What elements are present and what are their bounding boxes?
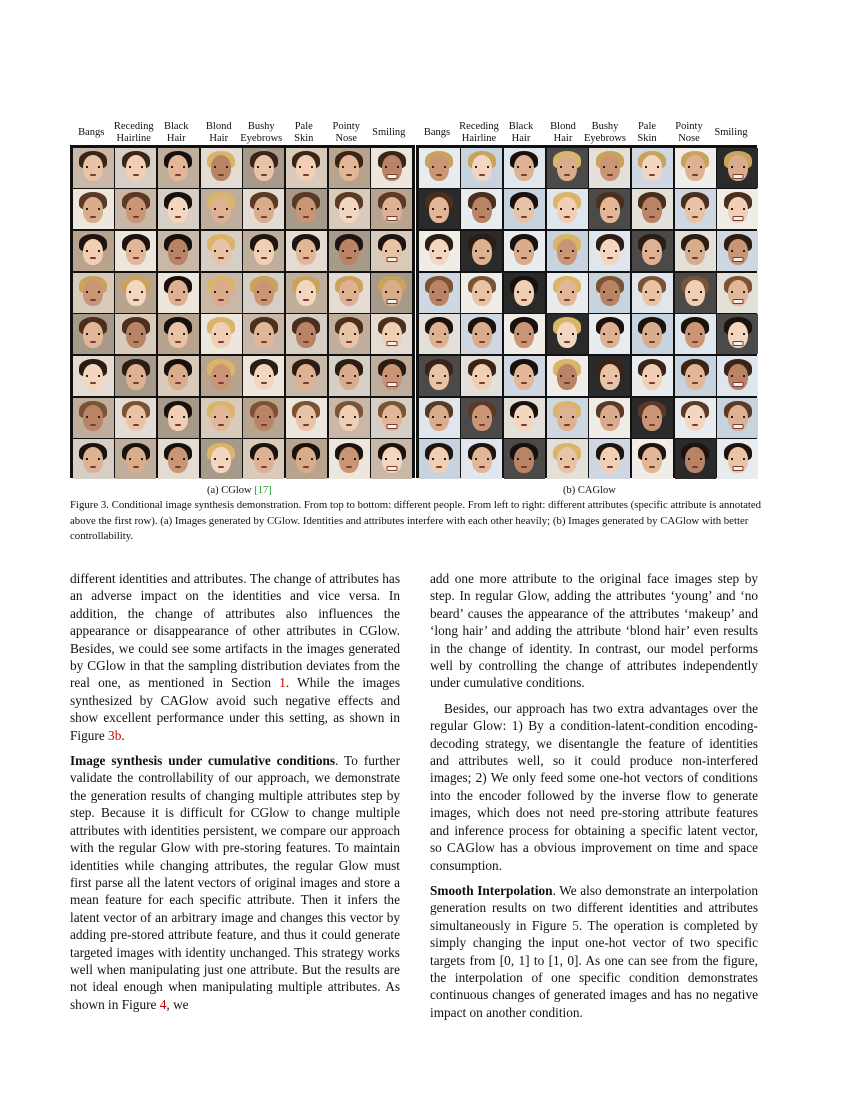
face-thumbnail: [201, 398, 242, 438]
face-thumbnail: [73, 398, 114, 438]
face-thumbnail: [717, 148, 758, 188]
face-thumbnail: [329, 189, 370, 229]
attribute-header: Pointy Nose: [332, 121, 360, 144]
face-thumbnail: [504, 439, 545, 479]
face-thumbnail: [286, 273, 327, 313]
face-thumbnail: [632, 231, 673, 271]
face-thumbnail: [73, 148, 114, 188]
face-thumbnail: [632, 189, 673, 229]
face-thumbnail: [329, 356, 370, 396]
face-thumbnail: [547, 439, 588, 479]
face-thumbnail: [717, 231, 758, 271]
face-thumbnail: [201, 439, 242, 479]
face-thumbnail: [547, 148, 588, 188]
face-thumbnail: [675, 439, 716, 479]
face-thumbnail: [461, 356, 502, 396]
face-thumbnail: [371, 148, 412, 188]
face-thumbnail: [158, 398, 199, 438]
face-thumbnail: [243, 231, 284, 271]
face-grid-cglow: [70, 145, 415, 478]
face-thumbnail: [158, 273, 199, 313]
face-thumbnail: [675, 314, 716, 354]
face-thumbnail: [547, 356, 588, 396]
face-thumbnail: [461, 231, 502, 271]
face-thumbnail: [547, 231, 588, 271]
face-thumbnail: [461, 439, 502, 479]
face-thumbnail: [201, 356, 242, 396]
citation-link[interactable]: [17]: [254, 485, 272, 496]
face-thumbnail: [73, 273, 114, 313]
face-thumbnail: [158, 148, 199, 188]
face-thumbnail: [589, 314, 630, 354]
face-thumbnail: [115, 356, 156, 396]
face-thumbnail: [589, 189, 630, 229]
attribute-header: Bangs: [78, 127, 105, 138]
face-thumbnail: [419, 189, 460, 229]
face-thumbnail: [632, 398, 673, 438]
face-thumbnail: [589, 231, 630, 271]
attribute-header: Receding Hairline: [113, 121, 154, 144]
face-thumbnail: [371, 189, 412, 229]
face-thumbnail: [589, 356, 630, 396]
face-thumbnail: [547, 314, 588, 354]
face-thumbnail: [371, 439, 412, 479]
face-thumbnail: [461, 148, 502, 188]
face-thumbnail: [547, 398, 588, 438]
attribute-header: Black Hair: [164, 121, 189, 144]
face-thumbnail: [504, 231, 545, 271]
face-thumbnail: [286, 189, 327, 229]
attribute-header: Pointy Nose: [675, 121, 703, 144]
face-thumbnail: [717, 273, 758, 313]
face-thumbnail: [201, 231, 242, 271]
paragraph: Smooth Interpolation. We also demonstrate an interpolation generation results on two different identities and attributes simultaneously in Figure 5. The operation is completed by simply changing the input one-hot vector of two specific targets from [0, 1] to [1, 0]. As one can see from the figure, the interpolation of one specific condition demonstrates continuous changes of generated images and has no negative impact on another condition.: [430, 882, 759, 1020]
attribute-header: Black Hair: [508, 121, 534, 144]
face-thumbnail: [158, 231, 199, 271]
face-thumbnail: [461, 273, 502, 313]
face-thumbnail: [115, 231, 156, 271]
face-thumbnail: [504, 148, 545, 188]
face-thumbnail: [717, 439, 758, 479]
face-thumbnail: [286, 356, 327, 396]
face-thumbnail: [243, 273, 284, 313]
face-thumbnail: [419, 231, 460, 271]
face-thumbnail: [243, 356, 284, 396]
face-thumbnail: [329, 231, 370, 271]
paragraph: Image synthesis under cumulative conditions. To further validate the controllability of our approach, we demonstrate the generation results of changing multiple attributes step by step. Because it is difficult for CGlow to change multiple attributes with identities persistent, we compare our approach with the regular Glow with pre-storing features. To maintain identities while changing attributes, the regular Glow must first parse all the latent vectors of original images and store a mean feature for each specific attribute. Then it infers the latent vector of an arbitrary image and changes this vector by adding pre-stored attribute feature, and thus it could generate targeted images with identity unchanged. This strategy works well when manipulating just one attribute. But the results are not ideal enough when manipulating multiple attributes. As shown in Figure 4, we: [70, 753, 400, 1012]
attribute-headers-right: [416, 112, 756, 145]
figure-link[interactable]: 4: [159, 996, 167, 1012]
face-thumbnail: [419, 148, 460, 188]
face-thumbnail: [115, 189, 156, 229]
face-thumbnail: [73, 439, 114, 479]
face-thumbnail: [675, 356, 716, 396]
face-thumbnail: [589, 273, 630, 313]
face-thumbnail: [504, 314, 545, 354]
face-thumbnail: [371, 231, 412, 271]
face-thumbnail: [675, 273, 716, 313]
face-thumbnail: [675, 398, 716, 438]
face-grid-caglow: [416, 145, 757, 478]
face-thumbnail: [115, 439, 156, 479]
attribute-header: Pale Skin: [637, 121, 657, 144]
face-thumbnail: [286, 439, 327, 479]
paragraph: different identities and attributes. The change of attributes has an adverse impact on the identities and vice versa. In addition, the change of attributes also influences the appearance or disappearance of other attributes in CGlow. Besides, we could see some artifacts in the images generated by CGlow in that the sampling distribution deviates from the real one, as mentioned in Section 1. While the images synthesized by CAGlow avoid such negative effects and show excellent performance under this setting, as shown in Figure 3b.: [70, 571, 400, 743]
face-thumbnail: [329, 439, 370, 479]
attribute-headers-left: [70, 112, 410, 145]
face-thumbnail: [675, 231, 716, 271]
face-thumbnail: [286, 398, 327, 438]
face-thumbnail: [589, 148, 630, 188]
face-thumbnail: [286, 314, 327, 354]
left-column: [70, 570, 400, 1021]
face-thumbnail: [589, 398, 630, 438]
face-thumbnail: [371, 356, 412, 396]
panel-caglow: [416, 112, 756, 145]
face-thumbnail: [243, 148, 284, 188]
face-thumbnail: [201, 314, 242, 354]
face-thumbnail: [632, 314, 673, 354]
face-thumbnail: [115, 273, 156, 313]
subcaption-a: (a) CGlow [17]: [207, 485, 272, 496]
face-thumbnail: [461, 398, 502, 438]
subcaption-b: (b) CAGlow: [563, 485, 616, 496]
face-thumbnail: [717, 356, 758, 396]
face-thumbnail: [73, 314, 114, 354]
face-thumbnail: [201, 273, 242, 313]
face-thumbnail: [158, 439, 199, 479]
face-thumbnail: [461, 189, 502, 229]
face-thumbnail: [632, 356, 673, 396]
face-thumbnail: [73, 231, 114, 271]
face-thumbnail: [115, 314, 156, 354]
face-thumbnail: [717, 398, 758, 438]
figure-link[interactable]: 3b: [108, 727, 122, 743]
face-thumbnail: [461, 314, 502, 354]
face-thumbnail: [115, 398, 156, 438]
attribute-header: Blond Hair: [205, 121, 232, 144]
face-thumbnail: [419, 398, 460, 438]
attribute-header: Receding Hairline: [459, 121, 499, 144]
face-thumbnail: [717, 189, 758, 229]
paragraph: add one more attribute to the original face images step by step. In regular Glow, adding the attributes ‘young’ and ‘no beard’ causes the appearance of the attributes ‘makeup’ and ‘long hair’ and adding the attribute ‘blond hair’ even results in the change of identity. In contrast, our model performs well by controlling the change of attributes independently under cumulative conditions.: [430, 571, 758, 691]
attribute-header: Bangs: [423, 127, 451, 138]
face-thumbnail: [419, 314, 460, 354]
face-thumbnail: [504, 189, 545, 229]
face-thumbnail: [243, 189, 284, 229]
attribute-header: Smiling: [372, 127, 406, 138]
face-thumbnail: [504, 273, 545, 313]
face-thumbnail: [158, 189, 199, 229]
face-thumbnail: [632, 439, 673, 479]
attribute-header: Bushy Eyebrows: [584, 121, 626, 144]
face-thumbnail: [547, 189, 588, 229]
face-thumbnail: [73, 189, 114, 229]
right-column: [430, 570, 758, 1029]
face-thumbnail: [158, 314, 199, 354]
face-thumbnail: [73, 356, 114, 396]
face-thumbnail: [419, 356, 460, 396]
face-thumbnail: [632, 273, 673, 313]
face-thumbnail: [547, 273, 588, 313]
figure-link[interactable]: 5: [572, 917, 579, 933]
attribute-header: Pale Skin: [294, 121, 314, 144]
attribute-header: Smiling: [714, 127, 748, 138]
face-thumbnail: [589, 439, 630, 479]
face-thumbnail: [243, 398, 284, 438]
face-thumbnail: [158, 356, 199, 396]
face-thumbnail: [286, 231, 327, 271]
face-thumbnail: [329, 273, 370, 313]
face-thumbnail: [243, 439, 284, 479]
face-thumbnail: [717, 314, 758, 354]
face-thumbnail: [371, 314, 412, 354]
face-thumbnail: [115, 148, 156, 188]
face-thumbnail: [243, 314, 284, 354]
face-thumbnail: [504, 398, 545, 438]
face-thumbnail: [675, 189, 716, 229]
face-thumbnail: [371, 398, 412, 438]
panel-cglow: [70, 112, 410, 145]
face-thumbnail: [504, 356, 545, 396]
paragraph-heading: Smooth Interpolation: [430, 882, 553, 898]
face-thumbnail: [419, 273, 460, 313]
face-thumbnail: [329, 398, 370, 438]
face-thumbnail: [632, 148, 673, 188]
face-thumbnail: [286, 148, 327, 188]
face-thumbnail: [201, 148, 242, 188]
figure-caption: Figure 3. Conditional image synthesis demonstration. From top to bottom: different people. From left to right: different attributes (specific attribute is annotated above the first row). (a) Images generated by CGlow. Identities and attributes interfere with each other heavily; (b) Images generated by CAGlow with better controllability.: [70, 499, 762, 542]
section-link[interactable]: 1: [279, 675, 286, 691]
face-thumbnail: [201, 189, 242, 229]
face-thumbnail: [371, 273, 412, 313]
face-thumbnail: [329, 148, 370, 188]
face-thumbnail: [329, 314, 370, 354]
face-thumbnail: [675, 148, 716, 188]
attribute-header: Blond Hair: [550, 121, 576, 144]
paragraph-heading: Image synthesis under cumulative conditions: [70, 753, 336, 769]
attribute-header: Bushy Eyebrows: [240, 121, 283, 144]
paragraph: Besides, our approach has two extra advantages over the regular Glow: 1) By a condition-latent-condition encoding-decoding strategy, we disentangle the feature of identities and attributes well, so it could produce non-interfered images; 2) We only feed some one-hot vectors of conditions into the encoder followed by the inverse flow to generate images, which does not need pre-storing attribute features and inference process for obtaining a specific latent vector, so CAGlow has a obvious improvement on time and space consumption.: [430, 700, 758, 873]
face-thumbnail: [419, 439, 460, 479]
